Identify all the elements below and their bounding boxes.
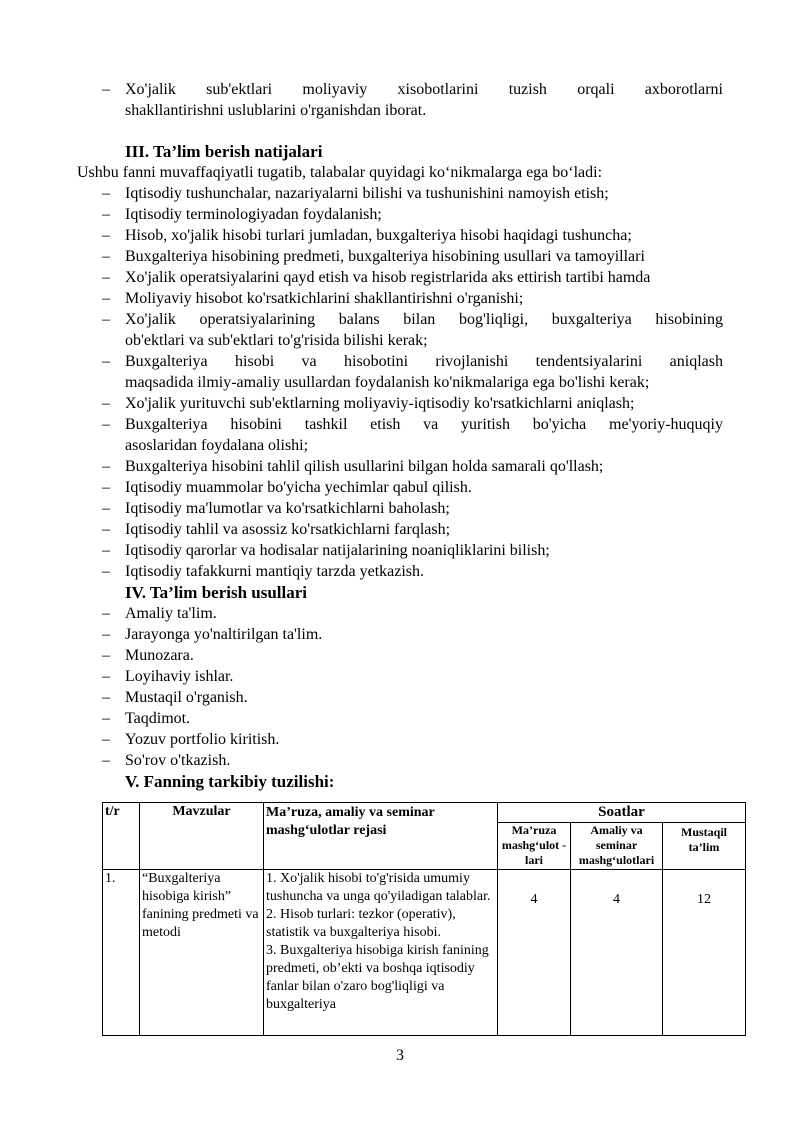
plan-item: 3. Buxgalteriya hisobiga kirish fanining predmeti, ob’ekti va boshqa iqtisodiy fanlar bilan o'zaro bog'liqligi va buxgalteriya [266,943,489,1012]
list-dash: – [102,269,110,286]
list-dash: – [102,185,110,202]
method-item: Amaliy ta'lim. [125,605,217,622]
course-structure-table [102,802,746,1036]
list-dash: – [102,416,110,433]
list-dash: – [102,206,110,223]
result-item-continued: asoslaridan foydalana olishi; [125,437,309,454]
header-lecture: Ma’ruza mashg‘ulot -lari [498,823,571,870]
row-plan [264,870,498,1036]
result-item: Buxgalteriya hisobini tahlil qilish usullarini bilgan holda samarali qo'llash; [125,458,604,475]
list-dash: – [102,248,110,265]
list-dash: – [102,668,110,685]
list-dash: – [102,752,110,769]
section-title-results: III. Ta’lim berish natijalari [125,142,323,161]
header-topics: Mavzular [140,803,264,870]
list-dash: – [102,311,110,328]
list-dash: – [102,647,110,664]
table-row [103,870,746,1036]
header-practical: Amaliy va seminar mashg‘ulotlari [571,823,663,870]
list-dash: – [102,81,110,98]
list-dash: – [102,290,110,307]
header-hours: Soatlar [498,803,746,823]
list-dash: – [102,563,110,580]
result-item-continued: maqsadida ilmiy-amaliy usullardan foydalanish ko'nikmalariga ega bo'lishi kerak; [125,374,650,391]
method-item: Jarayonga yo'naltirilgan ta'lim. [125,626,323,643]
row-topic: “Buxgalteriya hisobiga kirish” fanining predmeti va metodi [140,870,264,1036]
method-item: Taqdimot. [125,710,191,727]
result-item: Buxgalteriya hisobi va hisobotini rivojlanishi tendentsiyalarini aniqlash [125,353,723,370]
header-tr: t/r [103,803,140,870]
list-dash: – [102,731,110,748]
header-plan: Ma’ruza, amaliy va seminar mashg‘ulotlar rejasi [264,803,498,870]
section-title-methods: IV. Ta’lim berish usullari [125,583,308,602]
list-dash: – [102,521,110,538]
intro-item-line1: Xo'jalik sub'ektlari moliyaviy xisobotlarini tuzish orqali axborotlarni [125,81,723,98]
list-dash: – [102,710,110,727]
table-header-row [103,803,746,823]
row-practical-hours: 4 [571,870,663,1036]
list-dash: – [102,227,110,244]
list-dash: – [102,395,110,412]
list-dash: – [102,542,110,559]
result-item: Iqtisodiy tahlil va asossiz ko'rsatkichlarni farqlash; [125,521,451,538]
method-item: Loyihaviy ishlar. [125,668,234,685]
list-dash: – [102,479,110,496]
list-dash: – [102,605,110,622]
list-dash: – [102,626,110,643]
result-item: Buxgalteriya hisobining predmeti, buxgalteriya hisobining usullari va tamoyillari [125,248,645,265]
result-item: Moliyaviy hisobot ko'rsatkichlarini shakllantirishni o'rganishi; [125,290,524,307]
result-item: Xo'jalik yurituvchi sub'ektlarning moliyaviy-iqtisodiy ko'rsatkichlarni aniqlash; [125,395,635,412]
result-item: Iqtisodiy qarorlar va hodisalar natijalarining noaniqliklarini bilish; [125,542,550,559]
section-title-structure: V. Fanning tarkibiy tuzilishi: [125,772,335,791]
result-item: Hisob, xo'jalik hisobi turlari jumladan, buxgalteriya hisobi haqidagi tushuncha; [125,227,632,244]
page-number: 3 [396,1047,404,1064]
section-intro: Ushbu fanni muvaffaqiyatli tugatib, talabalar quyidagi ko‘nikmalarga ega bo‘ladi: [77,164,603,181]
method-item: Yozuv portfolio kiritish. [125,731,280,748]
result-item: Iqtisodiy tushunchalar, nazariyalarni bilishi va tushunishini namoyish etish; [125,185,609,202]
header-independent: Mustaqil ta’lim [663,823,746,870]
result-item: Iqtisodiy terminologiyadan foydalanish; [125,206,382,223]
result-item: Iqtisodiy ma'lumotlar va ko'rsatkichlarni baholash; [125,500,450,517]
plan-item: 2. Hisob turlari: tezkor (operativ), statistik va buxgalteriya hisobi. [266,907,456,940]
plan-item: 1. Xo'jalik hisobi to'g'risida umumiy tushuncha va unga qo'yiladigan talablar. [266,871,491,904]
result-item: Buxgalteriya hisobini tashkil etish va yuritish bo'yicha me'yoriy-huquqiy [125,416,723,433]
result-item: Iqtisodiy muammolar bo'yicha yechimlar qabul qilish. [125,479,472,496]
list-dash: – [102,500,110,517]
result-item-continued: ob'ektlari va sub'ektlari to'g'risida bilishi kerak; [125,332,428,349]
row-independent-hours: 12 [663,870,746,1036]
result-item: Iqtisodiy tafakkurni mantiqiy tarzda yetkazish. [125,563,425,580]
list-dash: – [102,353,110,370]
row-number: 1. [103,870,140,1036]
row-lecture-hours: 4 [498,870,571,1036]
intro-item-line2: shakllantirishni uslublarini o'rganishdan iborat. [125,102,427,119]
list-dash: – [102,458,110,475]
list-dash: – [102,689,110,706]
result-item: Xo'jalik operatsiyalarining balans bilan bog'liqligi, buxgalteriya hisobining [125,311,723,328]
result-item: Xo'jalik operatsiyalarini qayd etish va hisob registrlarida aks ettirish tartibi hamda [125,269,651,286]
method-item: Munozara. [125,647,194,664]
method-item: So'rov o'tkazish. [125,752,231,769]
method-item: Mustaqil o'rganish. [125,689,248,706]
